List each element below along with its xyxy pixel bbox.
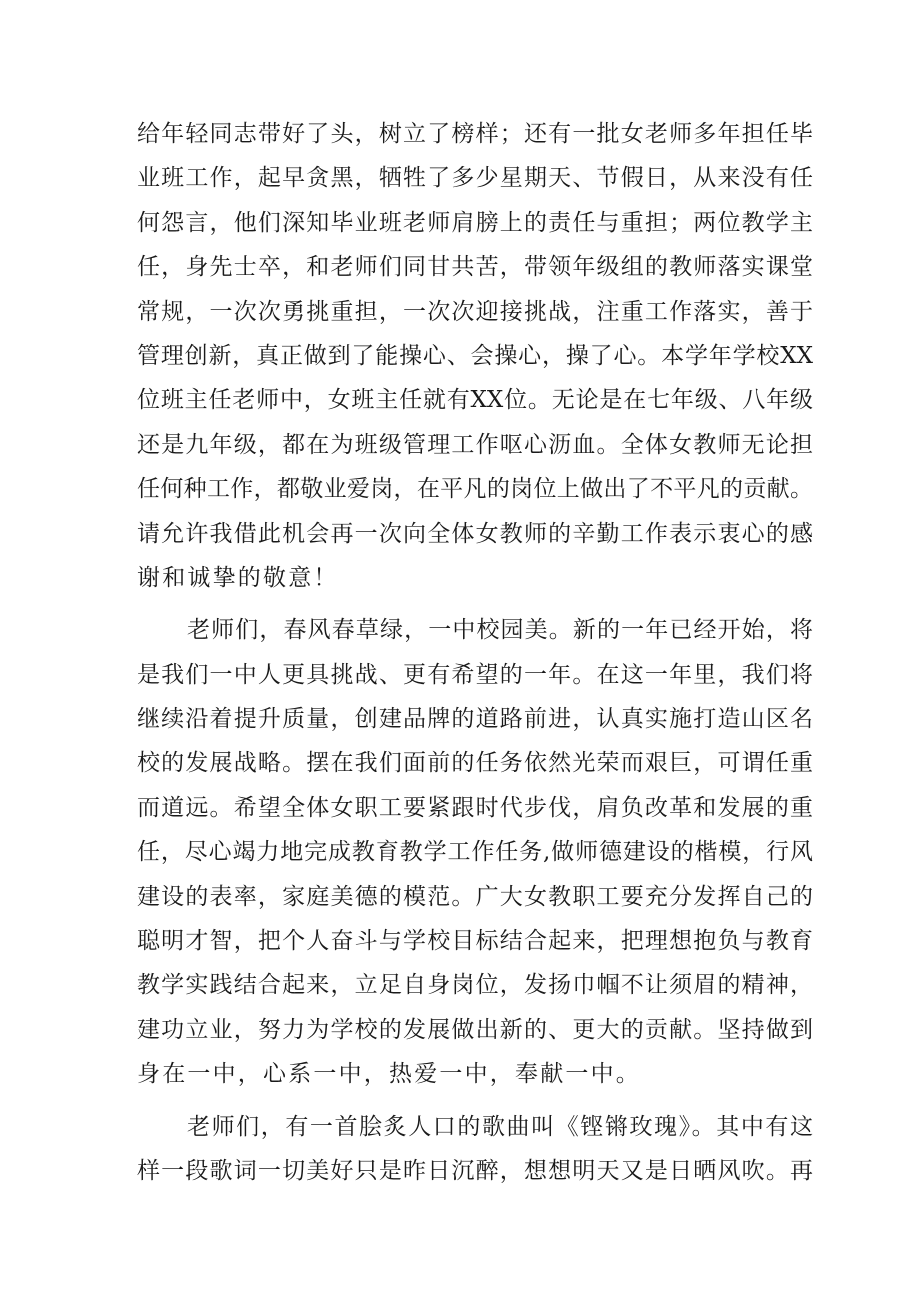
text-line: 教学实践结合起来，立足自身岗位，发扬巾帼不让须眉的精神， (137, 972, 813, 999)
text-line: 谢和诚挚的敬意！ (137, 564, 339, 591)
text-line: 管理创新，真正做到了能操心、会操心，操了心。本学年学校XX (137, 342, 813, 369)
text-line: 校的发展战略。摆在我们面前的任务依然光荣而艰巨，可谓任重 (137, 750, 813, 777)
text-line: 任何种工作，都敬业爱岗，在平凡的岗位上做出了不平凡的贡献。 (137, 476, 813, 503)
text-line: 样一段歌词一切美好只是昨日沉醉，想想明天又是日晒风吹。再 (137, 1157, 813, 1184)
text-line: 建设的表率，家庭美德的模范。广大女教职工要充分发挥自己的 (137, 883, 813, 910)
text-line: 何怨言，他们深知毕业班老师肩膀上的责任与重担；两位教学主 (137, 209, 813, 236)
text-line: 继续沿着提升质量，创建品牌的道路前进，认真实施打造山区名 (137, 706, 813, 733)
text-line: 还是九年级，都在为班级管理工作呕心沥血。全体女教师无论担 (137, 431, 813, 458)
text-line: 给年轻同志带好了头，树立了榜样；还有一批女老师多年担任毕 (137, 121, 813, 147)
paragraph-3 (137, 1105, 813, 1194)
text-line: 身在一中，心系一中，热爱一中，奉献一中。 (137, 1061, 641, 1088)
body-text (137, 112, 813, 1193)
paragraph-1 (137, 112, 813, 600)
text-line: 请允许我借此机会再一次向全体女教师的辛勤工作表示衷心的感 (137, 520, 813, 547)
text-line: 业班工作，起早贪黑，牺牲了多少星期天、节假日，从来没有任 (137, 165, 813, 192)
text-line: 任，身先士卒，和老师们同甘共苦，带领年级组的教师落实课堂 (137, 254, 813, 281)
text-line: 位班主任老师中，女班主任就有XX位。无论是在七年级、八年级 (137, 387, 813, 414)
text-line: 常规，一次次勇挑重担，一次次迎接挑战，注重工作落实，善于 (137, 298, 813, 325)
text-line: 老师们，有一首脍炙人口的歌曲叫《铿锵玫瑰》。其中有这 (187, 1113, 813, 1140)
text-line: 聪明才智，把个人奋斗与学校目标结合起来，把理想抱负与教育 (137, 928, 813, 955)
text-line: 老师们，春风春草绿，一中校园美。新的一年已经开始，将 (187, 617, 813, 644)
text-line: 建功立业，努力为学校的发展做出新的、更大的贡献。坚持做到 (137, 1016, 813, 1043)
paragraph-2 (137, 608, 813, 1096)
text-line: 而道远。希望全体女职工要紧跟时代步伐，肩负改革和发展的重 (137, 794, 813, 821)
text-line: 是我们一中人更具挑战、更有希望的一年。在这一年里，我们将 (137, 661, 813, 688)
text-line: 任，尽心竭力地完成教育教学工作任务,做师德建设的楷模，行风 (137, 839, 813, 866)
